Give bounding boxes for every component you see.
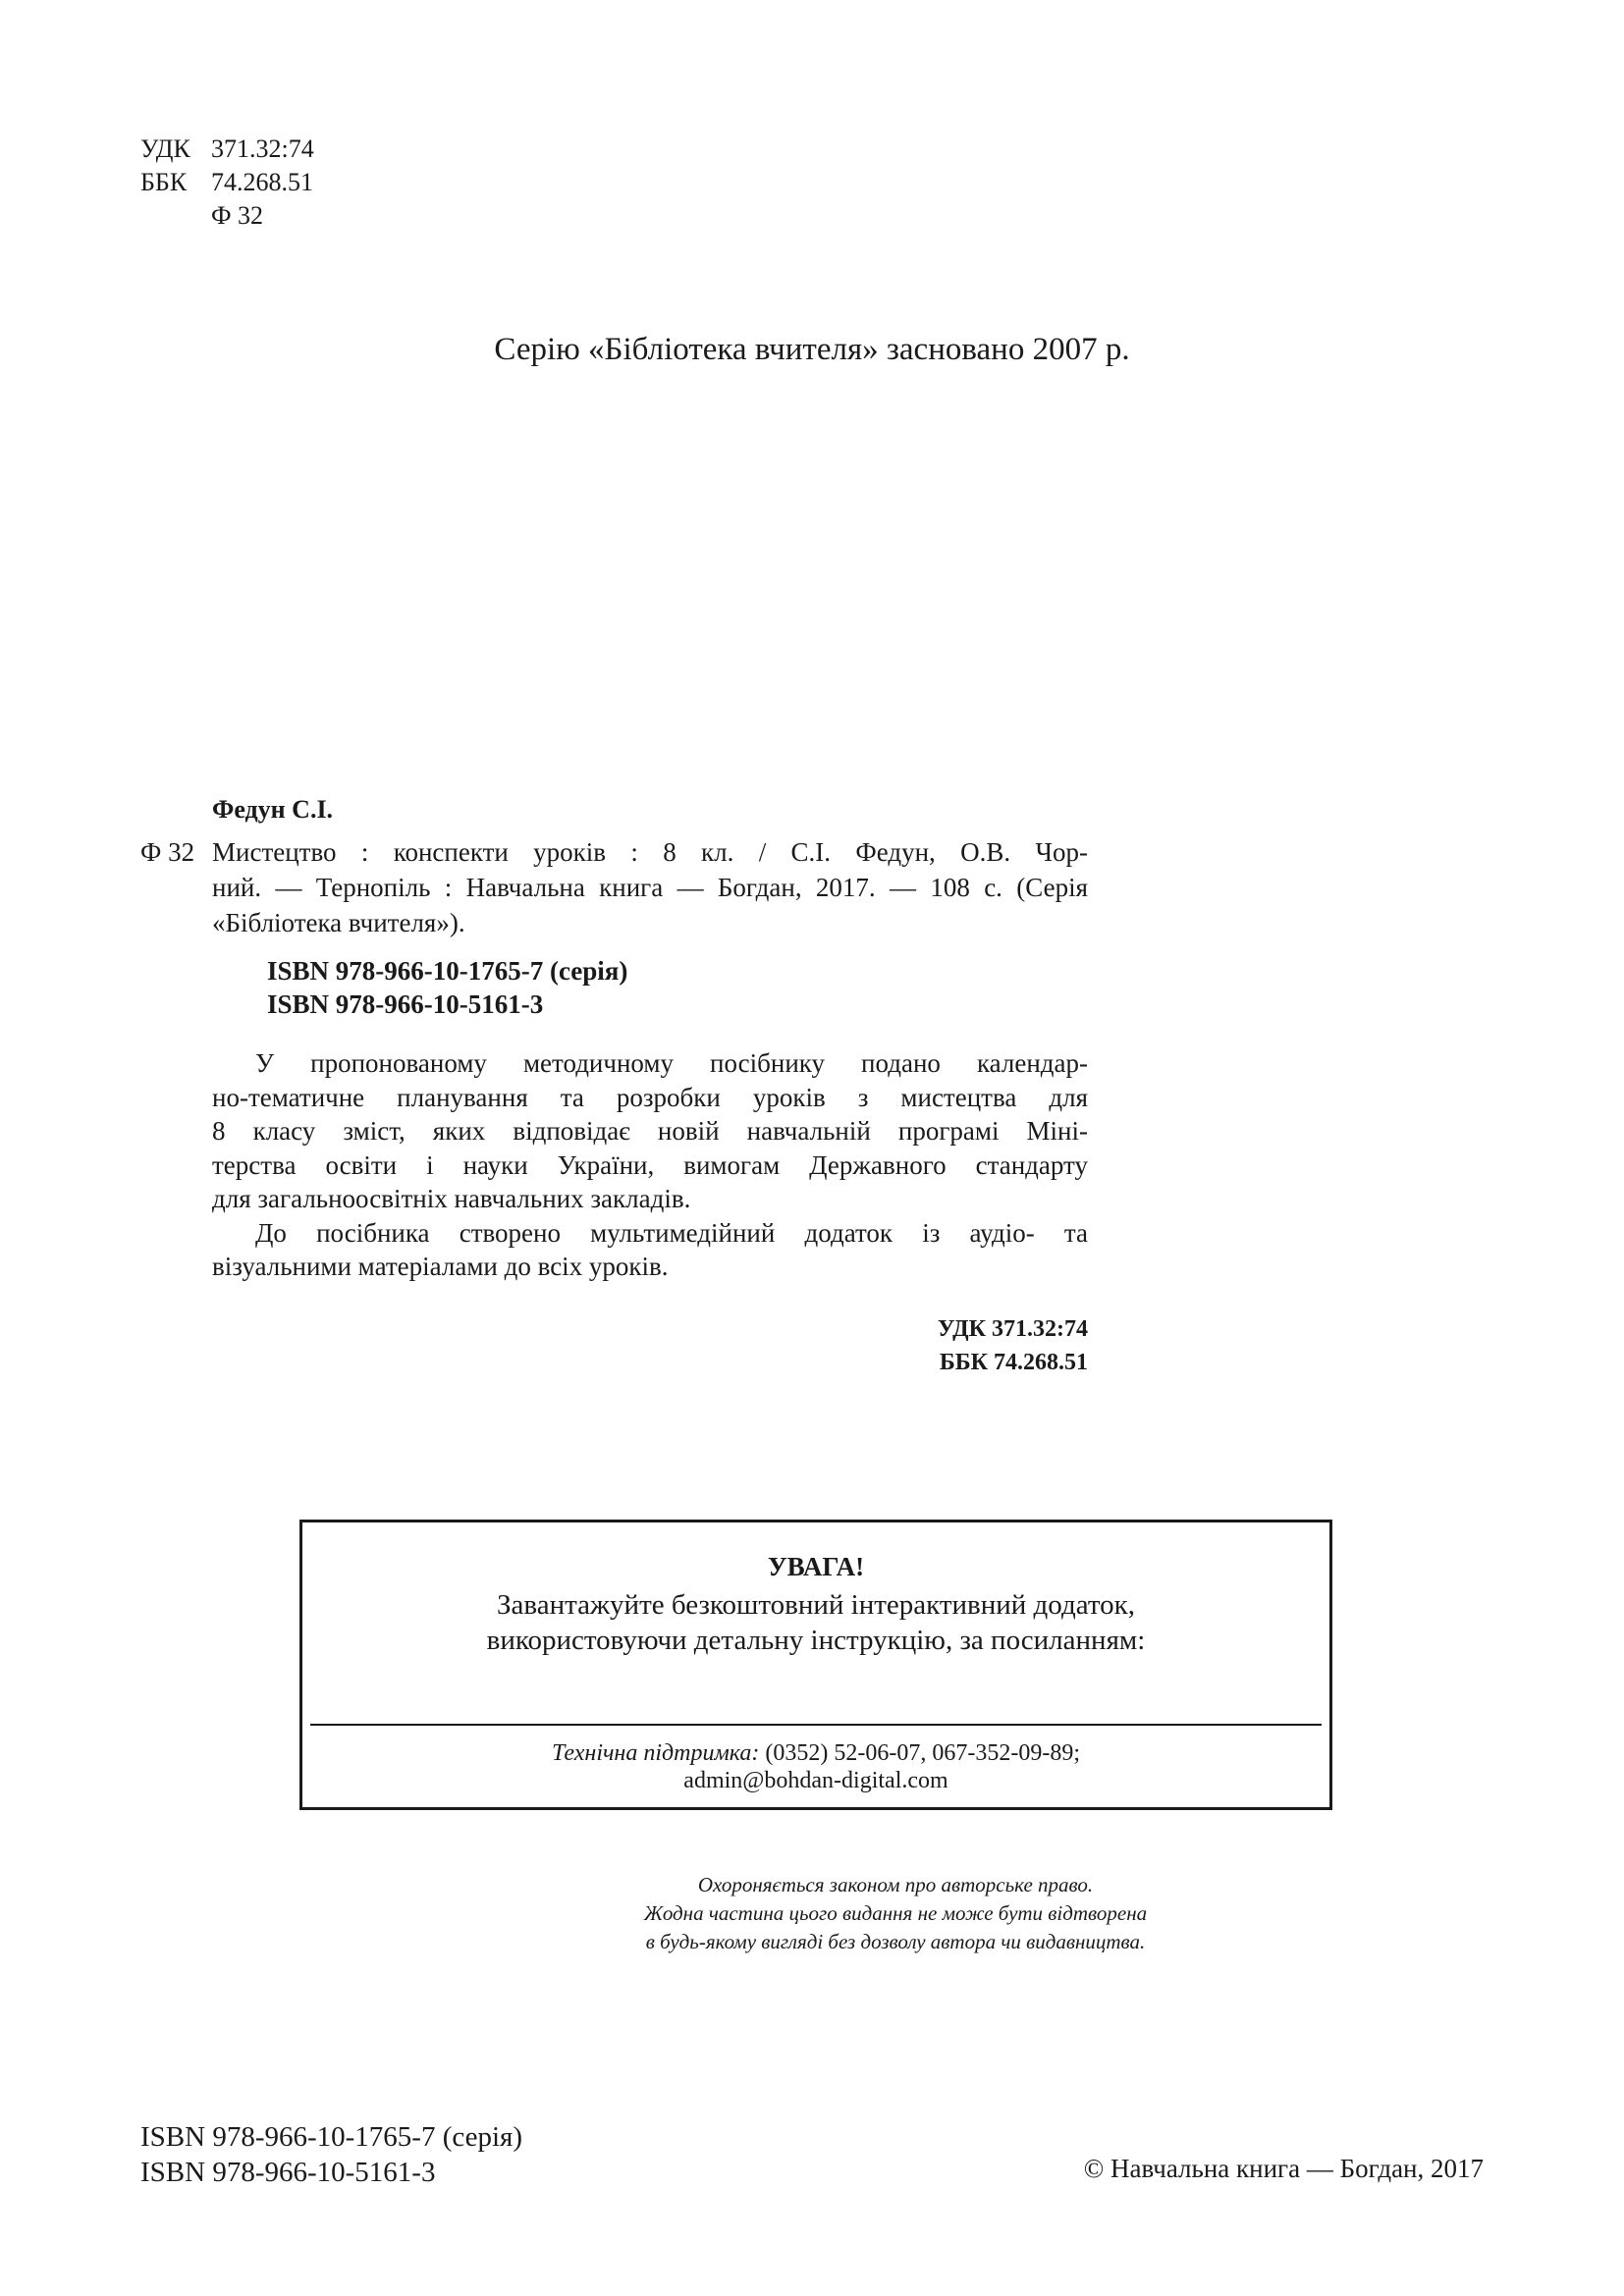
catalog-isbn-series: ISBN 978-966-10-1765-7 (серія) — [267, 956, 628, 986]
series-note: Серію «Бібліотека вчителя» засновано 2007 р. — [494, 332, 1130, 367]
bbk-label: ББК — [140, 168, 188, 196]
annotation-line: для загальноосвітніх навчальних закладів. — [212, 1184, 691, 1213]
annotation-line: У пропонованому методичному посібнику подано календар- — [255, 1048, 1088, 1078]
notice-divider — [310, 1724, 1322, 1726]
support-email[interactable]: admin@bohdan-digital.com — [683, 1768, 948, 1793]
annotation-line: но-тематичне планування та розробки уроків з мистецтва для — [212, 1082, 1088, 1112]
biblio-line: ний. — Тернопіль : Навчальна книга — Богдан, 2017. — 108 с. (Серія — [212, 873, 1088, 902]
annotation-line: 8 класу зміст, яких відповідає новій навчальній програмі Міні- — [212, 1116, 1088, 1146]
notice-box — [299, 1520, 1332, 1810]
annotation-line: візуальними матеріалами до всіх уроків. — [212, 1252, 669, 1281]
catalog-code: Ф 32 — [140, 837, 195, 867]
bbk-value: 74.268.51 — [211, 168, 313, 196]
udk-value: 371.32:74 — [211, 134, 314, 163]
notice-line: Завантажуйте безкоштовний інтерактивний додаток, — [497, 1589, 1135, 1621]
footer-isbn-block — [140, 2119, 522, 2190]
notice-title: УВАГА! — [767, 1552, 865, 1581]
copyright-line: в будь-якому вигляді без дозволу автора чи видавництва. — [645, 1930, 1146, 1953]
udk-label: УДК — [140, 134, 190, 163]
biblio-line: «Бібліотека вчителя»). — [212, 908, 465, 937]
copyright-line: Охороняється законом про авторське право. — [697, 1873, 1094, 1896]
notice-body — [302, 1587, 1329, 1658]
annotation-line: терства освіти і науки України, вимогам Державного стандарту — [212, 1149, 1088, 1180]
support-phones: (0352) 52-06-07, 067-352-09-89; — [759, 1740, 1081, 1766]
footer-copyright: © Навчальна книга — Богдан, 2017 — [1083, 2154, 1484, 2183]
catalog-author: Федун С.І. — [212, 795, 334, 824]
copyright-line: Жодна частина цього видання не може бути відтворена — [643, 1901, 1148, 1925]
bibliographic-description — [212, 834, 1088, 940]
catalog-classification-right — [938, 1312, 1088, 1379]
footer-isbn-series: ISBN 978-966-10-1765-7 (серія) — [140, 2121, 523, 2153]
udk-right: УДК 371.32:74 — [937, 1316, 1088, 1342]
footer-isbn-book: ISBN 978-966-10-5161-3 — [140, 2157, 436, 2188]
classification-block — [140, 133, 314, 233]
author-sign: Ф 32 — [211, 201, 264, 230]
notice-line: використовуючи детальну інструкцію, за посиланням: — [486, 1625, 1146, 1656]
tech-support — [302, 1739, 1329, 1794]
biblio-line: Мистецтво : конспекти уроків : 8 кл. / С.І. Федун, О.В. Чор- — [212, 837, 1088, 867]
annotation — [212, 1046, 1088, 1284]
support-label: Технічна підтримка: — [551, 1740, 760, 1766]
annotation-line: До посібника створено мультимедійний додаток із аудіо- та — [255, 1217, 1088, 1248]
catalog-isbn-book: ISBN 978-966-10-5161-3 — [267, 989, 544, 1019]
catalog-isbn-block — [267, 954, 627, 1021]
copyright-notice — [0, 1871, 1624, 1956]
bbk-right: ББК 74.268.51 — [939, 1350, 1088, 1375]
